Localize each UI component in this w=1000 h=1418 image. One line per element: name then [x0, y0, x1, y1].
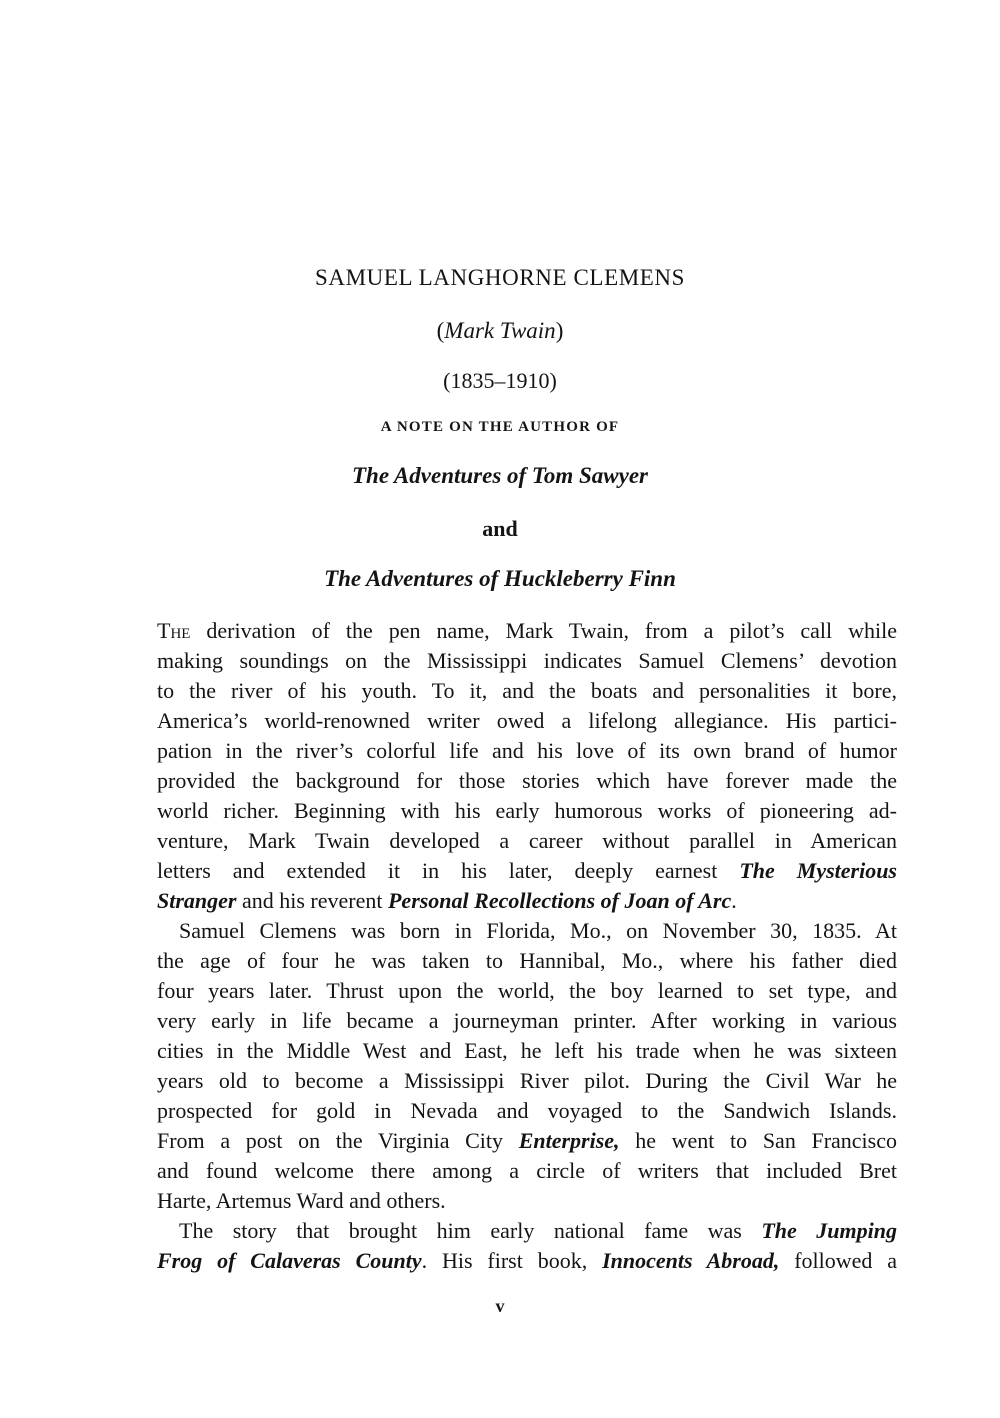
body-line: Frog of Calaveras County. His first book, Innocents Abroad, followed a	[157, 1248, 898, 1273]
author-years: (1835–1910)	[443, 368, 557, 393]
page-number: v	[495, 1296, 505, 1316]
body-line: Stranger and his reverent Personal Recollections of Joan of Arc.	[157, 888, 737, 913]
body-line: very early in life became a journeyman printer. After working in various	[157, 1008, 897, 1033]
body-line: to the river of his youth. To it, and the boats and personalities it bore,	[157, 678, 897, 703]
conjunction-and: and	[482, 516, 518, 541]
body-line: The derivation of the pen name, Mark Twain, from a pilot’s call while	[157, 618, 897, 643]
body-line: four years later. Thrust upon the world, the boy learned to set type, and	[157, 978, 897, 1003]
body-line: and found welcome there among a circle of writers that included Bret	[157, 1158, 897, 1183]
body-line: provided the background for those stories which have forever made the	[157, 768, 897, 793]
title-innocents-abroad: Innocents Abroad,	[602, 1248, 780, 1273]
body-line: From a post on the Virginia City Enterprise, he went to San Francisco	[157, 1128, 897, 1153]
body-line: America’s world-renowned writer owed a lifelong allegiance. His partici-	[157, 708, 897, 733]
title-enterprise: Enterprise,	[518, 1128, 620, 1153]
title-joan-of-arc: Personal Recollections of Joan of Arc	[387, 888, 732, 913]
title-jumping: The Jumping	[761, 1218, 897, 1243]
body-line: Samuel Clemens was born in Florida, Mo., on November 30, 1835. At	[179, 918, 897, 943]
body-line: world richer. Beginning with his early humorous works of pioneering ad-	[157, 798, 897, 823]
author-name-heading: SAMUEL LANGHORNE CLEMENS	[314, 265, 686, 290]
body-line: the age of four he was taken to Hannibal, Mo., where his father died	[157, 948, 897, 973]
book-title-tom-sawyer: The Adventures of Tom Sawyer	[351, 463, 649, 488]
body-line: years old to become a Mississippi River pilot. During the Civil War he	[157, 1068, 897, 1093]
note-heading: A NOTE ON THE AUTHOR OF	[380, 419, 620, 435]
body-line: pation in the river’s colorful life and his love of its own brand of humor	[157, 738, 897, 763]
body-line: prospected for gold in Nevada and voyaged to the Sandwich Islands.	[157, 1098, 897, 1123]
book-title-huckleberry-finn: The Adventures of Huckleberry Finn	[324, 566, 676, 591]
body-text	[157, 616, 897, 1276]
title-stranger: Stranger	[157, 888, 237, 913]
drop-lead-word: The	[157, 618, 191, 643]
body-line: making soundings on the Mississippi indicates Samuel Clemens’ devotion	[157, 648, 897, 673]
body-line: letters and extended it in his later, deeply earnest The Mysterious	[157, 858, 897, 883]
body-line: cities in the Middle West and East, he left his trade when he was sixteen	[157, 1038, 897, 1063]
body-line: venture, Mark Twain developed a career without parallel in American	[157, 828, 897, 853]
body-line: The story that brought him early national fame was The Jumping	[179, 1218, 897, 1243]
title-frog: Frog of Calaveras County	[157, 1248, 422, 1273]
pen-name-text: Mark Twain	[444, 318, 556, 343]
body-line: Harte, Artemus Ward and others.	[157, 1188, 446, 1213]
title-mysterious: The Mysterious	[739, 858, 897, 883]
pen-name: (Mark Twain)	[436, 318, 564, 343]
